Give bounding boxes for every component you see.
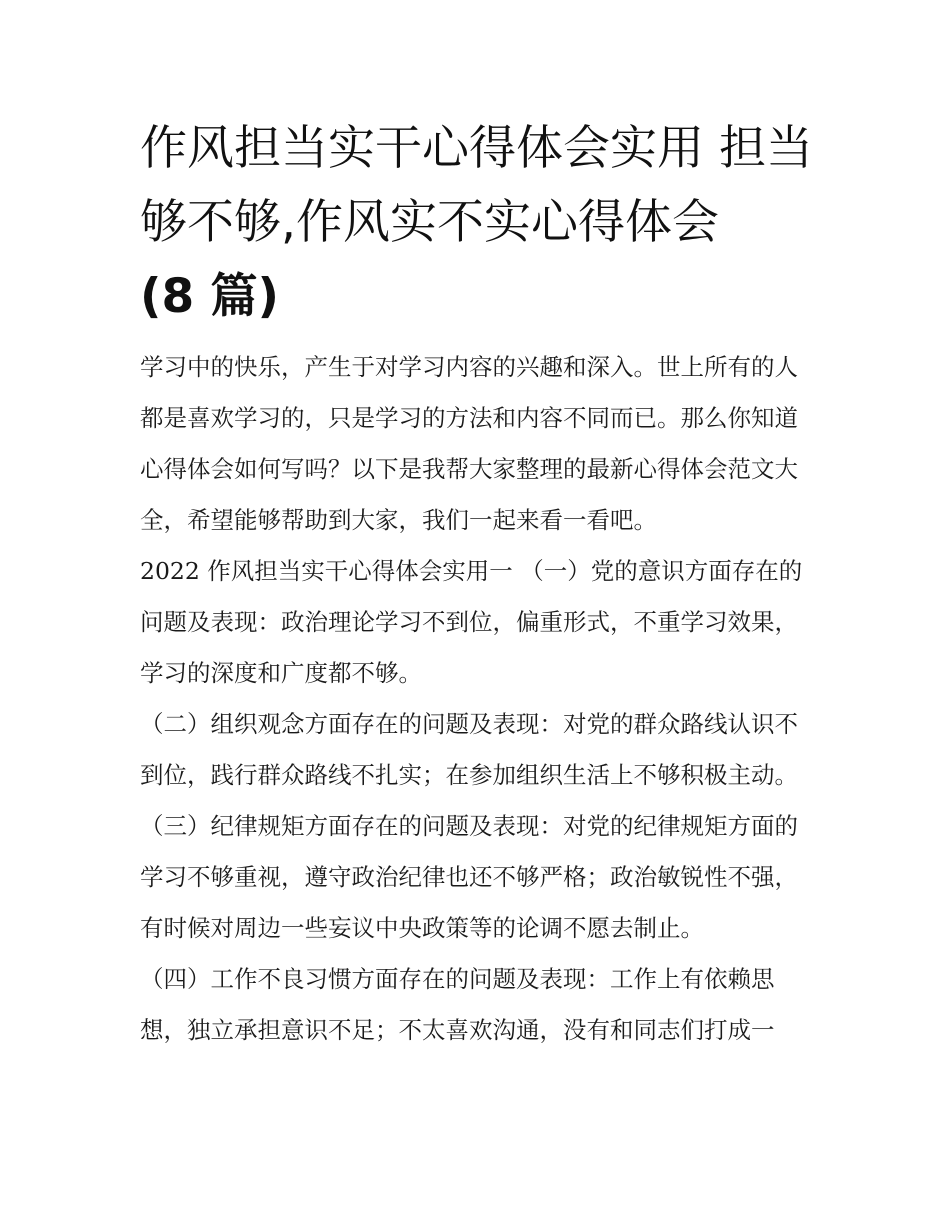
intro-paragraph: 学习中的快乐，产生于对学习内容的兴趣和深入。世上所有的人都是喜欢学习的，只是学习的方法和内容不同而已。那么你知道心得体会如何写吗？以下是我帮大家整理的最新心得体会范文大全，希望能够帮助到大家，我们一起来看一看吧。 bbox=[140, 353, 798, 534]
section-four-paragraph: （四）工作不良习惯方面存在的问题及表现：工作上有依赖思想，独立承担意识不足；不太喜欢沟通，没有和同志们打成一 bbox=[140, 965, 775, 1044]
document-title bbox=[140, 112, 820, 334]
title-suffix: (8 篇) bbox=[140, 269, 280, 324]
section-one-paragraph: 2022 作风担当实干心得体会实用一 （一）党的意识方面存在的问题及表现：政治理论学习不到位，偏重形式，不重学习效果，学习的深度和广度都不够。 bbox=[140, 557, 803, 687]
document-body bbox=[140, 112, 820, 1056]
section-two-paragraph: （二）组织观念方面存在的问题及表现：对党的群众路线认识不到位，践行群众路线不扎实；在参加组织生活上不够积极主动。 bbox=[140, 710, 798, 789]
section-three-paragraph: （三）纪律规矩方面存在的问题及表现：对党的纪律规矩方面的学习不够重视，遵守政治纪律也还不够严格；政治敏锐性不强，有时候对周边一些妄议中央政策等的论调不愿去制止。 bbox=[140, 812, 798, 942]
title-text: 作风担当实干心得体会实用 担当够不够,作风实不实心得体会 bbox=[140, 121, 813, 250]
